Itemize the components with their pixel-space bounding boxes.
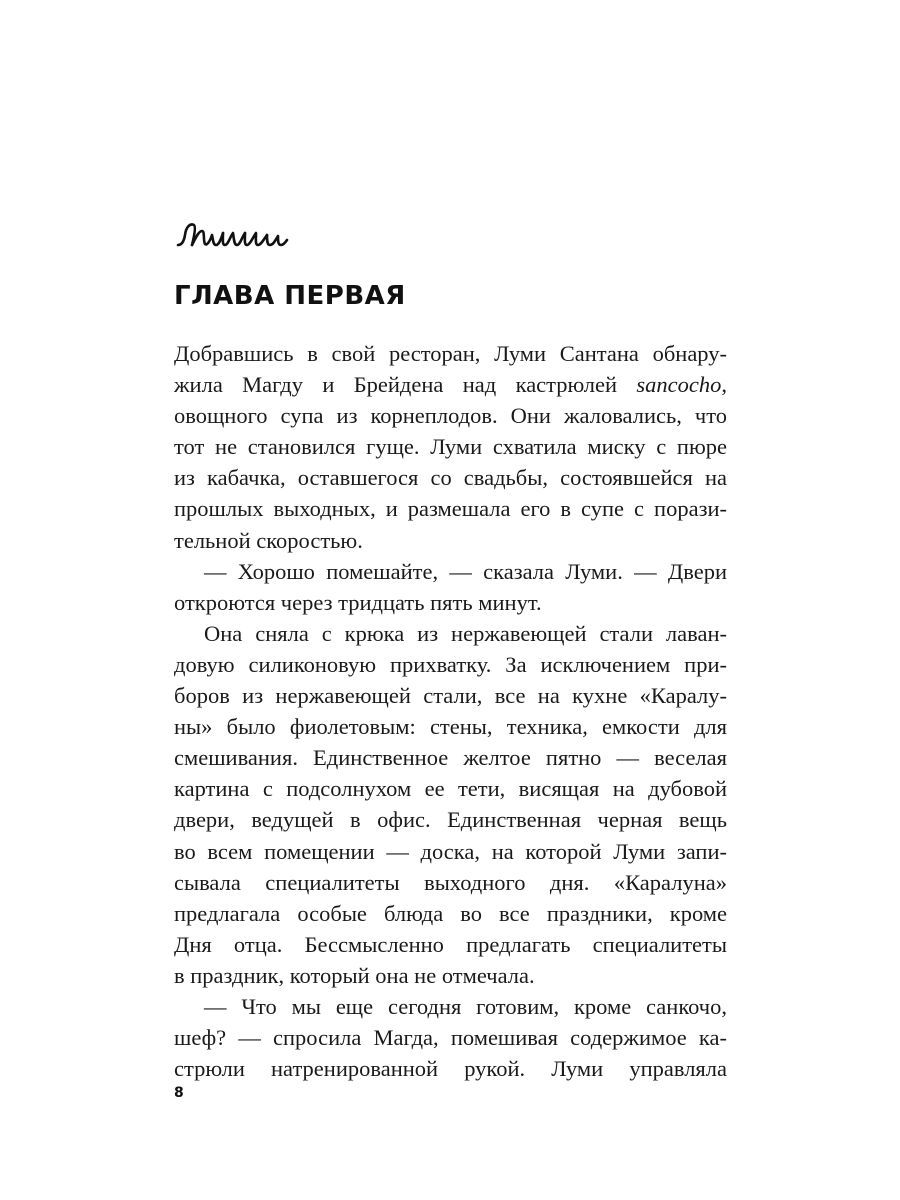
script-title-luma: [172, 205, 292, 265]
text-line: картина с подсолнухом ее тети, висящая на дубовой: [174, 776, 727, 802]
text-line: боров из нержавеющей стали, все на кухне «Каралу-: [174, 683, 727, 709]
paragraph-3: [174, 618, 727, 991]
text-line: жила Магду и Брейдена над кастрюлей sancocho,: [174, 372, 727, 398]
text-line: сывала специалитеты выходного дня. «Каралуна»: [174, 869, 727, 895]
text-line: шеф? — спросила Магда, помешивая содержимое ка-: [174, 1025, 727, 1051]
paragraph-4: [174, 991, 727, 1084]
paragraph-2: [174, 556, 727, 618]
text-line: во всем помещении — доска, на которой Луми запи-: [174, 838, 727, 864]
text-line: Дня отца. Бессмысленно предлагать специалитеты: [174, 931, 727, 957]
text-line: смешивания. Единственное желтое пятно — веселая: [174, 745, 727, 771]
chapter-body: [174, 338, 727, 1084]
handwritten-title-graphic: [172, 205, 292, 265]
text-line: тельной скоростью.: [174, 527, 363, 553]
text-line: ны» было фиолетовым: стены, техника, емкости для: [174, 714, 727, 740]
paragraph-1: [174, 338, 727, 556]
text-line: двери, ведущей в офис. Единственная черная вещь: [174, 807, 727, 833]
chapter-heading: ГЛАВА ПЕРВАЯ: [174, 281, 406, 311]
text-line: — Что мы еще сегодня готовим, кроме санкочо,: [204, 993, 727, 1019]
italic-word: sancocho: [636, 372, 722, 398]
text-line: прошлых выходных, и размешала его в супе с порази-: [174, 496, 727, 522]
text-line: Добравшись в свой ресторан, Луми Сантана обнару-: [174, 341, 727, 366]
text-line: Она сняла с крюка из нержавеющей стали лаван-: [204, 620, 727, 646]
text-line: довую силиконовую прихватку. За исключением при-: [174, 651, 727, 677]
text-line: откроются через тридцать пять минут.: [174, 589, 542, 615]
text-line: предлагала особые блюда во все праздники, кроме: [174, 900, 727, 926]
text-line: в праздник, который она не отмечала.: [174, 962, 535, 988]
text-line: из кабачка, оставшегося со свадьбы, состоявшейся на: [174, 465, 727, 491]
text-line: — Хорошо помешайте, — сказала Луми. — Двери: [204, 558, 727, 584]
text-line: тот не становился гуще. Луми схватила миску с пюре: [174, 434, 727, 460]
text-line: овощного супа из корнеплодов. Они жаловались, что: [174, 403, 727, 429]
page-number: 8: [174, 1085, 184, 1101]
text-line: стрюли натренированной рукой. Луми управляла: [174, 1056, 727, 1082]
